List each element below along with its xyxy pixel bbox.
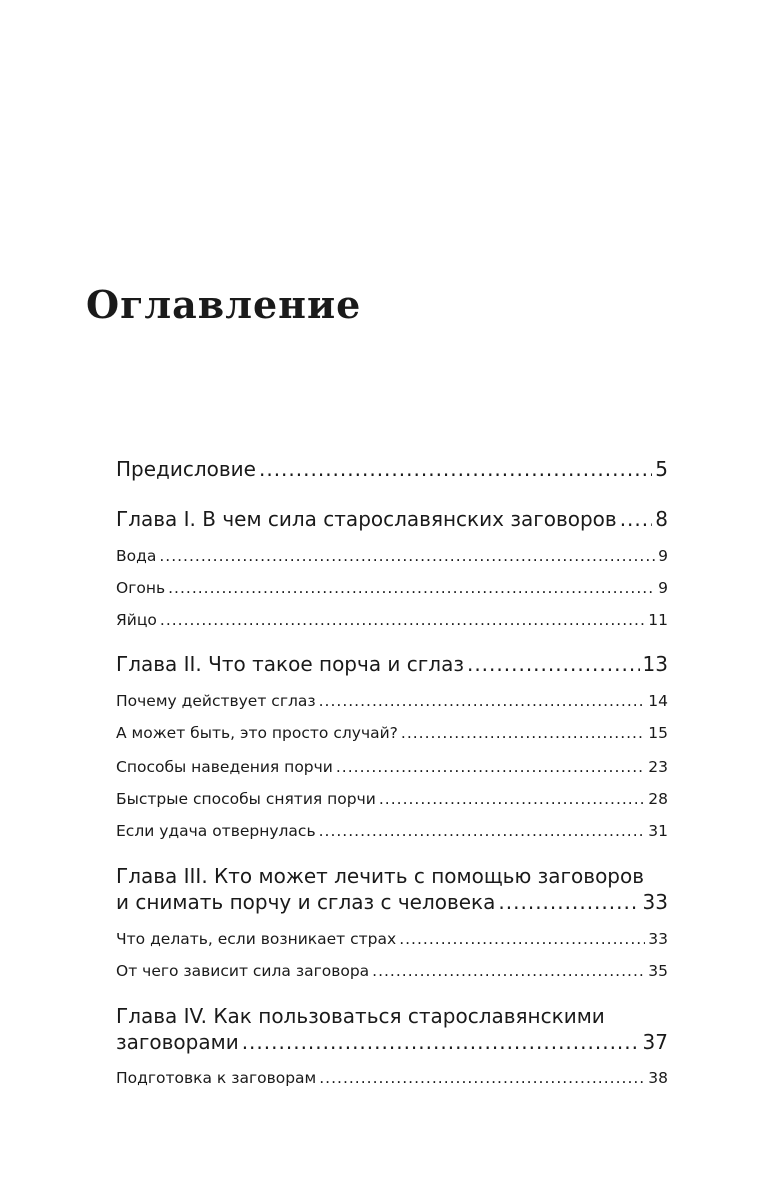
toc-entry-chapter-3-line-1[interactable]: Глава III. Кто может лечить с помощью заговоров <box>116 864 645 888</box>
toc-entry-preparation[interactable] <box>116 1067 668 1089</box>
dot-leader <box>319 690 646 712</box>
dot-leader <box>336 756 645 778</box>
toc-entry-chapter-2[interactable] <box>116 651 668 677</box>
dot-leader <box>372 960 645 982</box>
toc-page-number: 28 <box>648 790 668 808</box>
dot-leader <box>401 722 645 744</box>
toc-entry-title: От чего зависит сила заговора <box>116 962 370 980</box>
dot-leader <box>379 788 645 810</box>
toc-entry-fear[interactable] <box>116 928 668 950</box>
toc-entry-ways-of-curse[interactable] <box>116 756 668 778</box>
toc-entry-chapter-4-line-1[interactable]: Глава IV. Как пользоваться старославянскими <box>116 1004 605 1028</box>
toc-entry-title: Огонь <box>116 579 166 597</box>
table-of-contents <box>116 0 668 1200</box>
dot-leader <box>319 1067 645 1089</box>
dot-leader <box>168 577 655 599</box>
toc-entry-title: Подготовка к заговорам <box>116 1069 317 1087</box>
toc-entry-title: Глава I. В чем сила старославянских заговоров <box>116 507 617 531</box>
toc-entry-spell-strength[interactable] <box>116 960 668 982</box>
toc-page-number: 38 <box>648 1069 668 1087</box>
toc-entry-maybe-chance[interactable] <box>116 722 668 744</box>
toc-page-number: 33 <box>642 890 668 914</box>
toc-entry-title: Если удача отвернулась <box>116 822 316 840</box>
toc-page-number: 14 <box>648 692 668 710</box>
dot-leader <box>399 928 645 950</box>
toc-entry-title: Быстрые способы снятия порчи <box>116 790 376 808</box>
toc-entry-chapter-1[interactable] <box>116 506 668 532</box>
toc-entry-title: заговорами <box>116 1030 239 1054</box>
dot-leader <box>159 545 655 567</box>
dot-leader <box>467 651 640 677</box>
dot-leader <box>498 889 639 915</box>
toc-page-number: 11 <box>648 611 668 629</box>
toc-entry-title: Яйцо <box>116 611 157 629</box>
dot-leader <box>620 506 653 532</box>
toc-page-number: 13 <box>642 652 668 676</box>
toc-entry-egg[interactable] <box>116 609 668 631</box>
toc-entry-title: Глава II. Что такое порча и сглаз <box>116 652 464 676</box>
toc-page-number: 33 <box>648 930 668 948</box>
toc-entry-title: Способы наведения порчи <box>116 758 333 776</box>
toc-page-number: 8 <box>655 507 668 531</box>
toc-entry-water[interactable] <box>116 545 668 567</box>
toc-page-number: 5 <box>655 457 668 481</box>
toc-page-number: 15 <box>648 724 668 742</box>
toc-entry-chapter-3[interactable] <box>116 889 668 915</box>
toc-entry-title: А может быть, это просто случай? <box>116 724 398 742</box>
toc-entry-chapter-4[interactable] <box>116 1029 668 1055</box>
toc-page-number: 9 <box>658 579 668 597</box>
toc-entry-quick-removal[interactable] <box>116 788 668 810</box>
toc-entry-bad-luck[interactable] <box>116 820 668 842</box>
toc-entry-fire[interactable] <box>116 577 668 599</box>
dot-leader <box>319 820 646 842</box>
page-title: Оглавление <box>86 282 362 327</box>
toc-entry-title: и снимать порчу и сглаз с человека <box>116 890 496 914</box>
toc-entry-title: Вода <box>116 547 157 565</box>
toc-entry-title: Почему действует сглаз <box>116 692 316 710</box>
toc-entry-preface[interactable] <box>116 456 668 482</box>
dot-leader <box>242 1029 640 1055</box>
toc-page-number: 37 <box>642 1030 668 1054</box>
toc-entry-why-evil-eye[interactable] <box>116 690 668 712</box>
toc-page-number: 31 <box>648 822 668 840</box>
toc-page-number: 23 <box>648 758 668 776</box>
toc-page-number: 9 <box>658 547 668 565</box>
toc-entry-title: Предисловие <box>116 457 256 481</box>
toc-page-number: 35 <box>648 962 668 980</box>
dot-leader <box>160 609 645 631</box>
toc-entry-title: Что делать, если возникает страх <box>116 930 397 948</box>
dot-leader <box>259 456 652 482</box>
